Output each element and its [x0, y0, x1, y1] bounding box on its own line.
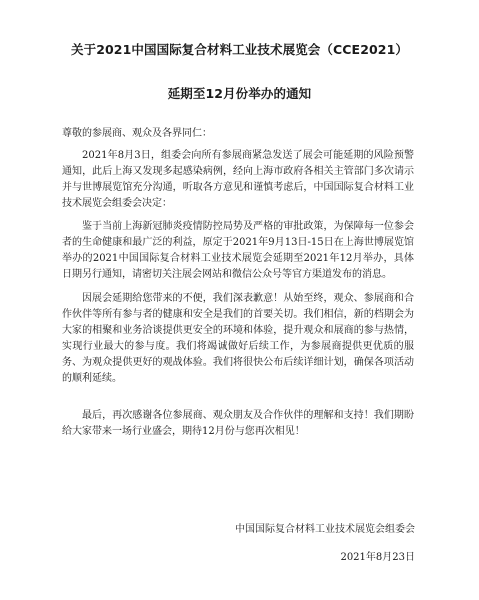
- signature: 中国国际复合材料工业技术展览会组委会: [235, 524, 415, 535]
- notice-title: 关于2021中国国际复合材料工业技术展览会（CCE2021）: [71, 42, 408, 57]
- paragraph-1: 2021年8月3日，组委会向所有参展商紧急发送了展会可能延期的风险预警通知，此后上海又发现多起感染病例，经向上海市政府各相关主管部门多次请示并与世博展览馆充分沟通，听取各方意见和谨慎考虑后，中国国际复合材料工业技术展览会组委会决定：: [62, 150, 414, 209]
- notice-subtitle: 延期至12月份举办的通知: [167, 86, 312, 101]
- notice-date: 2021年8月23日: [340, 552, 415, 563]
- paragraph-2: 鉴于当前上海新冠肺炎疫情防控局势及严格的审批政策，为保障每一位参会者的生命健康和最广泛的利益，原定于2021年9月13日-15日在上海世博展览馆举办的2021中国国际复合材料工业技术展览会延期至2021年12月举办，具体日期另行通知，请密切关注展会网站和微信公众号等官方渠道发布的消息。: [62, 221, 414, 280]
- paragraph-4: 最后，再次感谢各位参展商、观众朋友及合作伙伴的理解和支持！我们期盼给大家带来一场行业盛会，期待12月份与您再次相见！: [62, 410, 414, 437]
- paragraph-3: 因展会延期给您带来的不便，我们深表歉意！从始至终，观众、参展商和合作伙伴等所有参与者的健康和安全是我们的首要关切。我们相信，新的档期会为大家的相聚和业务洽谈提供更安全的环境和体验，提升观众和展商的参与热情，实现行业最大的参与度。我们将竭诚做好后续工作，为参展商提供更优质的服务、为观众提供更好的观战体验。我们将很快公布后续详细计划，确保各项活动的顺利延续。: [62, 293, 414, 384]
- greeting: 尊敬的参展商、观众及各界同仁：: [62, 128, 212, 139]
